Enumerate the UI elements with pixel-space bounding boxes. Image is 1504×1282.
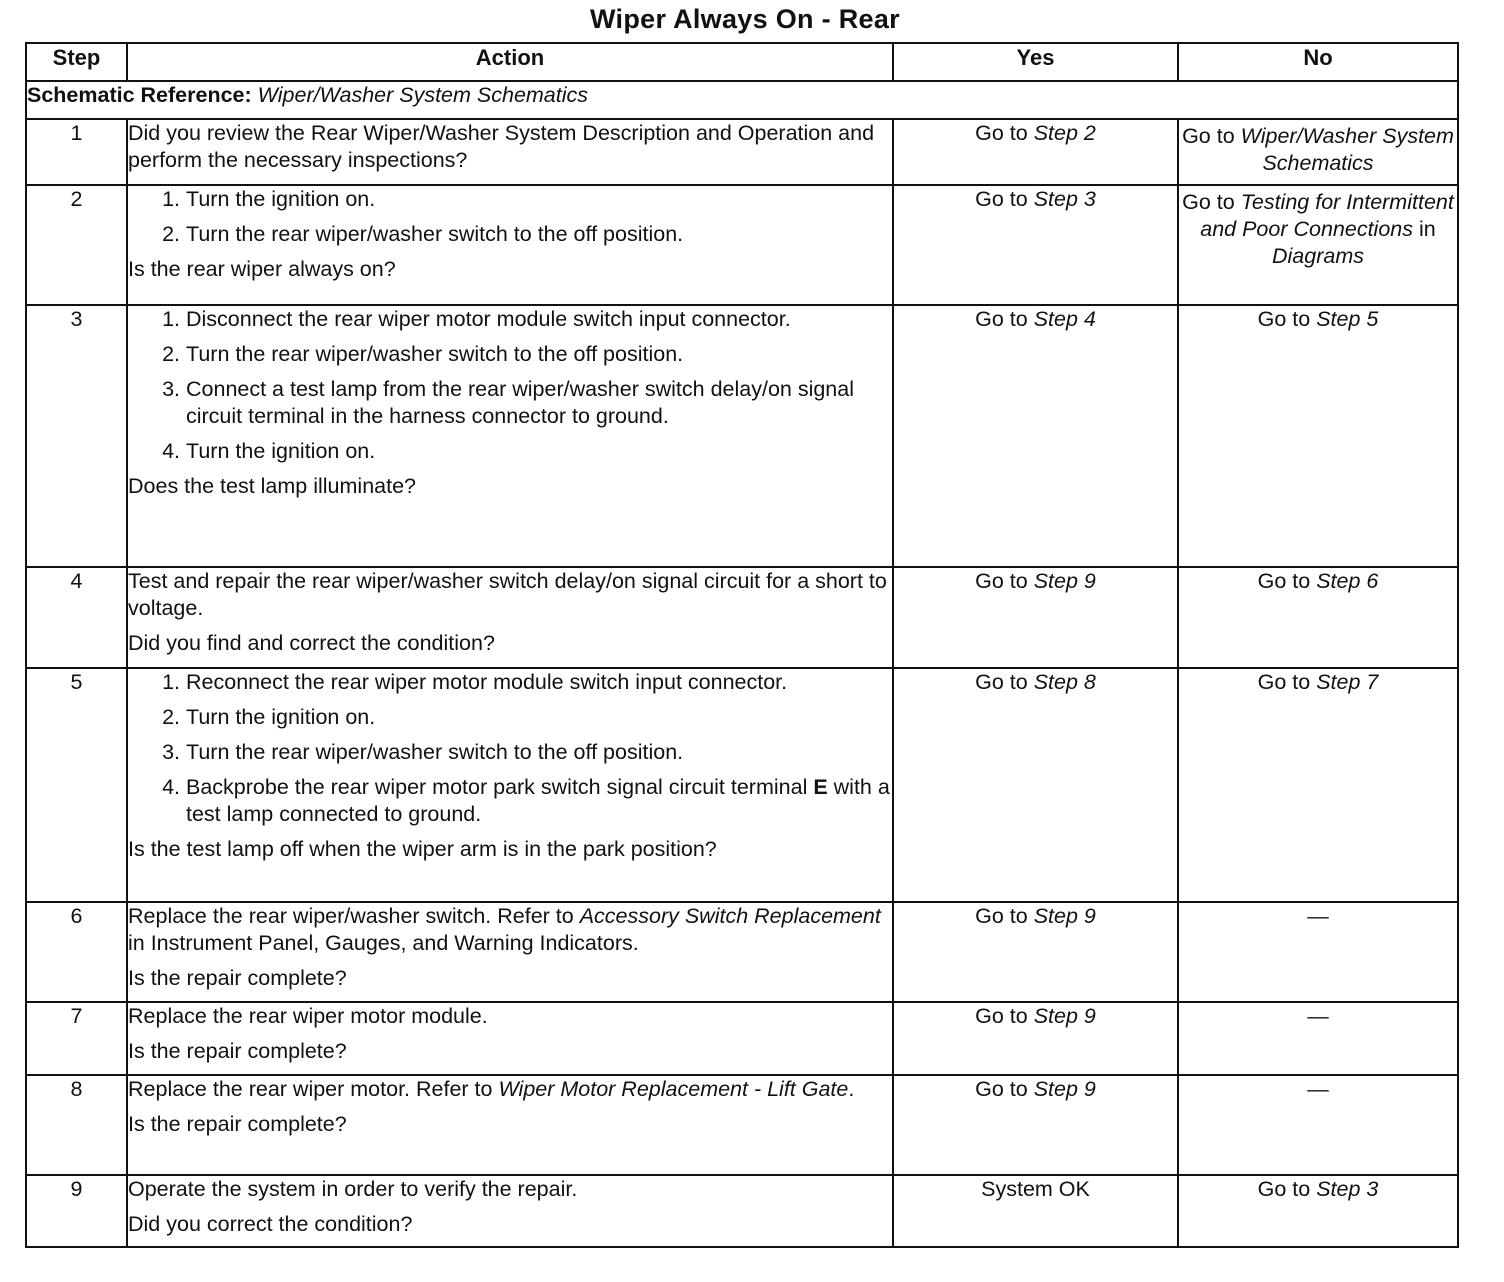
no-link[interactable]: Step 3 bbox=[1316, 1177, 1379, 1201]
yes-link[interactable]: Step 9 bbox=[1033, 904, 1096, 928]
action-cell bbox=[127, 1075, 893, 1175]
schematic-reference bbox=[26, 81, 1458, 119]
yes-cell bbox=[893, 305, 1178, 567]
no-prefix: Go to bbox=[1257, 569, 1317, 593]
table-row bbox=[26, 1175, 1458, 1247]
action-item-text: Backprobe the rear wiper motor park switch signal circuit terminal bbox=[186, 775, 814, 799]
yes-prefix: Go to bbox=[975, 904, 1034, 928]
action-text: Did you review the Rear Wiper/Washer System Description and Operation and perform the necessary inspections? bbox=[128, 121, 875, 172]
action-item: 1. Reconnect the rear wiper motor module switch input connector. bbox=[186, 669, 892, 696]
reference-link[interactable]: Wiper Motor Replacement - Lift Gate bbox=[498, 1077, 849, 1101]
action-item: 1. Turn the ignition on. bbox=[186, 186, 892, 213]
yes-prefix: Go to bbox=[975, 670, 1034, 694]
no-cell bbox=[1178, 185, 1458, 305]
action-question: Is the repair complete? bbox=[128, 1039, 347, 1063]
action-question: Is the repair complete? bbox=[128, 1112, 347, 1136]
no-prefix: Go to bbox=[1182, 190, 1241, 214]
action-item: 3. Connect a test lamp from the rear wiper/washer switch delay/on signal circuit terminal in the harness connector to ground. bbox=[186, 376, 892, 430]
action-text bbox=[128, 903, 892, 957]
yes-cell bbox=[893, 668, 1178, 902]
action-list bbox=[128, 186, 892, 248]
yes-cell bbox=[893, 119, 1178, 185]
no-link[interactable]: Wiper/Washer System Schematics bbox=[1240, 124, 1454, 175]
no-prefix: Go to bbox=[1182, 124, 1241, 148]
action-text: Test and repair the rear wiper/washer switch delay/on signal circuit for a short to voltage. bbox=[128, 569, 887, 620]
header-row bbox=[26, 43, 1458, 81]
no-document: Diagrams bbox=[1272, 244, 1364, 268]
step-number: 6 bbox=[26, 902, 127, 1002]
action-item: 3. Turn the rear wiper/washer switch to the off position. bbox=[186, 739, 892, 766]
table-row bbox=[26, 1075, 1458, 1175]
no-dash: — bbox=[1307, 1004, 1329, 1028]
action-text: Replace the rear wiper motor module. bbox=[128, 1004, 488, 1028]
no-suffix: in bbox=[1413, 217, 1436, 241]
step-number: 9 bbox=[26, 1175, 127, 1247]
no-link[interactable]: Testing for Intermittent and Poor Connections bbox=[1200, 190, 1454, 241]
step-number: 7 bbox=[26, 1002, 127, 1075]
yes-prefix: Go to bbox=[975, 569, 1034, 593]
no-prefix: Go to bbox=[1257, 1177, 1317, 1201]
action-cell bbox=[127, 119, 893, 185]
header-no: No bbox=[1178, 43, 1458, 81]
no-cell bbox=[1178, 305, 1458, 567]
action-item: 2. Turn the rear wiper/washer switch to the off position. bbox=[186, 221, 892, 248]
no-cell bbox=[1178, 1075, 1458, 1175]
no-link[interactable]: Step 5 bbox=[1316, 307, 1379, 331]
no-cell bbox=[1178, 1002, 1458, 1075]
yes-cell bbox=[893, 185, 1178, 305]
action-cell bbox=[127, 902, 893, 1002]
action-cell bbox=[127, 185, 893, 305]
no-cell bbox=[1178, 1175, 1458, 1247]
action-cell bbox=[127, 1175, 893, 1247]
yes-prefix: Go to bbox=[975, 187, 1034, 211]
yes-cell bbox=[893, 902, 1178, 1002]
action-list bbox=[128, 306, 892, 465]
step-number: 8 bbox=[26, 1075, 127, 1175]
action-text-part: Replace the rear wiper motor. Refer to bbox=[128, 1077, 499, 1101]
yes-prefix: Go to bbox=[975, 307, 1034, 331]
step-number: 3 bbox=[26, 305, 127, 567]
action-item bbox=[186, 774, 892, 828]
yes-cell bbox=[893, 567, 1178, 668]
schematic-reference-link[interactable]: Wiper/Washer System Schematics bbox=[257, 83, 589, 107]
yes-link[interactable]: Step 9 bbox=[1033, 1004, 1096, 1028]
yes-link[interactable]: Step 2 bbox=[1033, 121, 1096, 145]
step-number: 5 bbox=[26, 668, 127, 902]
no-dash: — bbox=[1307, 1077, 1329, 1101]
diagnostic-table bbox=[25, 42, 1459, 1248]
no-cell bbox=[1178, 902, 1458, 1002]
action-list bbox=[128, 669, 892, 828]
table-row bbox=[26, 119, 1458, 185]
table-row bbox=[26, 305, 1458, 567]
no-prefix: Go to bbox=[1257, 307, 1317, 331]
yes-link[interactable]: Step 9 bbox=[1033, 1077, 1096, 1101]
action-question: Did you find and correct the condition? bbox=[128, 631, 495, 655]
yes-prefix: Go to bbox=[975, 1077, 1034, 1101]
no-link[interactable]: Step 6 bbox=[1316, 569, 1379, 593]
action-question: Does the test lamp illuminate? bbox=[128, 474, 417, 498]
action-text-part: Replace the rear wiper/washer switch. Refer to bbox=[128, 904, 580, 928]
action-item-text: with a test lamp connected to ground. bbox=[186, 775, 890, 826]
action-question: Is the rear wiper always on? bbox=[128, 257, 396, 281]
action-cell bbox=[127, 305, 893, 567]
action-question: Is the repair complete? bbox=[128, 966, 347, 990]
action-item: 2. Turn the ignition on. bbox=[186, 704, 892, 731]
yes-prefix: Go to bbox=[975, 1004, 1034, 1028]
step-number: 1 bbox=[26, 119, 127, 185]
action-cell bbox=[127, 668, 893, 902]
yes-cell bbox=[893, 1075, 1178, 1175]
table-row bbox=[26, 1002, 1458, 1075]
action-cell bbox=[127, 567, 893, 668]
header-step: Step bbox=[26, 43, 127, 81]
yes-link[interactable]: Step 8 bbox=[1033, 670, 1096, 694]
schematic-reference-label: Schematic Reference: bbox=[27, 83, 252, 107]
yes-result: System OK bbox=[981, 1177, 1090, 1201]
action-text-part: in Instrument Panel, Gauges, and Warning Indicators. bbox=[128, 931, 639, 955]
table-row bbox=[26, 668, 1458, 902]
step-number: 2 bbox=[26, 185, 127, 305]
no-cell bbox=[1178, 567, 1458, 668]
terminal-label: E bbox=[813, 775, 828, 799]
action-text: Operate the system in order to verify the repair. bbox=[128, 1177, 578, 1201]
table-row bbox=[26, 902, 1458, 1002]
header-yes: Yes bbox=[893, 43, 1178, 81]
page-title: Wiper Always On - Rear bbox=[590, 4, 900, 34]
header-action: Action bbox=[127, 43, 893, 81]
table-row bbox=[26, 185, 1458, 305]
no-cell bbox=[1178, 668, 1458, 902]
no-prefix: Go to bbox=[1257, 670, 1317, 694]
no-link[interactable]: Step 7 bbox=[1316, 670, 1379, 694]
action-item: 2. Turn the rear wiper/washer switch to the off position. bbox=[186, 341, 892, 368]
yes-link[interactable]: Step 9 bbox=[1033, 569, 1096, 593]
table-row bbox=[26, 567, 1458, 668]
yes-link[interactable]: Step 4 bbox=[1033, 307, 1096, 331]
yes-link[interactable]: Step 3 bbox=[1033, 187, 1096, 211]
action-cell bbox=[127, 1002, 893, 1075]
step-number: 4 bbox=[26, 567, 127, 668]
yes-cell bbox=[893, 1002, 1178, 1075]
no-dash: — bbox=[1307, 904, 1329, 928]
no-cell bbox=[1178, 119, 1458, 185]
schematic-reference-row bbox=[26, 81, 1458, 119]
reference-link[interactable]: Accessory Switch Replacement bbox=[579, 904, 881, 928]
action-item: 1. Disconnect the rear wiper motor module switch input connector. bbox=[186, 306, 892, 333]
action-text bbox=[128, 1076, 892, 1103]
action-text-part: . bbox=[848, 1077, 855, 1101]
action-question: Is the test lamp off when the wiper arm is in the park position? bbox=[128, 837, 717, 861]
yes-prefix: Go to bbox=[975, 121, 1034, 145]
yes-cell bbox=[893, 1175, 1178, 1247]
action-question: Did you correct the condition? bbox=[128, 1212, 413, 1236]
action-item: 4. Turn the ignition on. bbox=[186, 438, 892, 465]
